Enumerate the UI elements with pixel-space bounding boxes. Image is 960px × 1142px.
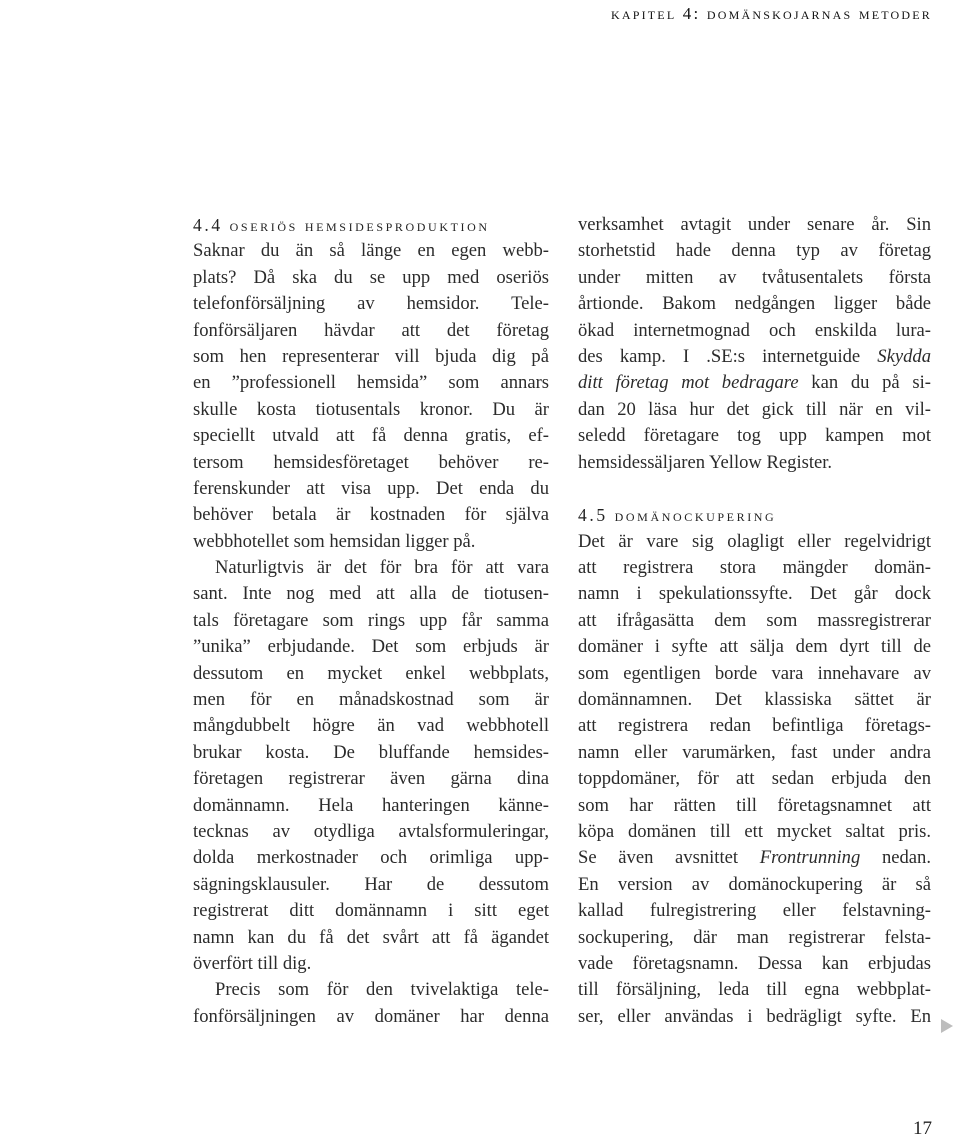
text-line: seledd företagare tog upp kampen mot bbox=[578, 425, 931, 447]
text-line: behöver betala är kostnaden för själva bbox=[193, 504, 549, 526]
text-line: Precis som för den tvivelaktiga tele- bbox=[215, 979, 549, 1001]
text-line: Det är vare sig olagligt eller regelvidrigt bbox=[578, 530, 931, 552]
text-line: men för en månadskostnad som är bbox=[193, 689, 549, 711]
text-line: köpa domänen till ett mycket saltat pris. bbox=[578, 820, 931, 842]
text-line: Saknar du än så länge en egen webb- bbox=[193, 240, 549, 262]
text-line: namn i spekulationssyfte. Det går dock bbox=[578, 583, 931, 605]
text-line: tals företagare som rings upp får samma bbox=[193, 609, 549, 631]
guide-title-italic: ditt företag mot bedragare bbox=[578, 372, 799, 394]
text-line: som hen representerar vill bjuda dig på bbox=[193, 345, 549, 367]
text-line: under mitten av tvåtusentalets första bbox=[578, 266, 931, 288]
text-line: vade företagsnamn. Dessa kan erbjudas bbox=[578, 952, 931, 974]
text-line: namn kan du få det svårt att få ägandet bbox=[193, 926, 549, 948]
text-line: skulle kosta tiotusentals kronor. Du är bbox=[193, 398, 549, 420]
text-line: registrerat ditt domännamn i sitt eget bbox=[193, 900, 549, 922]
text-line: kallad fulregistrering eller felstavning- bbox=[578, 900, 931, 922]
paragraph-gap bbox=[578, 476, 931, 502]
text-line bbox=[578, 845, 931, 871]
section-heading-4-5: 4.5 domänockupering bbox=[578, 505, 777, 526]
guide-title-italic: Skydda bbox=[877, 345, 931, 367]
left-column bbox=[193, 212, 549, 1030]
text-line: överfört till dig. bbox=[193, 952, 312, 974]
text-run: kan du på si- bbox=[798, 372, 931, 394]
running-header: kapitel 4: domänskojarnas metoder bbox=[610, 4, 932, 23]
text-line: ökad internetmognad och enskilda lura- bbox=[578, 319, 931, 341]
text-line: som har rätten till företagsnamnet att bbox=[578, 794, 931, 816]
text-line: tersom hemsidesföretaget behöver re- bbox=[193, 451, 549, 473]
text-line: sägningsklausuler. Har de dessutom bbox=[193, 873, 549, 895]
text-line: domännamnen. Det klassiska sättet är bbox=[578, 689, 931, 711]
text-line: telefonförsäljning av hemsidor. Tele- bbox=[193, 293, 549, 315]
text-line: mångdubbelt högre än vad webbhotell bbox=[193, 715, 549, 737]
text-line: brukar kosta. De bluffande hemsides- bbox=[193, 741, 549, 763]
text-line: hemsidessäljaren Yellow Register. bbox=[578, 451, 833, 473]
text-line: webbhotellet som hemsidan ligger på. bbox=[193, 530, 476, 552]
text-line: att registrera redan befintliga företags- bbox=[578, 715, 931, 737]
section-heading-4-4: 4.4 oseriös hemsidesproduktion bbox=[193, 215, 490, 235]
page-number: 17 bbox=[913, 1118, 932, 1139]
text-line: årtionde. Bakom nedgången ligger både bbox=[578, 293, 931, 315]
text-line: speciellt utvald att få denna gratis, ef- bbox=[193, 425, 549, 447]
text-line: fonförsäljningen av domäner har denna bbox=[193, 1005, 549, 1027]
text-line: ”unika” erbjudande. Det som erbjuds är bbox=[193, 636, 549, 658]
text-line: dessutom en mycket enkel webbplats, bbox=[193, 662, 549, 684]
section-reference-italic: Frontrunning bbox=[759, 847, 861, 869]
text-line: En version av domänockupering är så bbox=[578, 873, 931, 895]
text-line: sockupering, där man registrerar felsta- bbox=[578, 926, 931, 948]
text-line: toppdomäner, för att sedan erbjuda den bbox=[578, 768, 931, 790]
text-line: företagen registrerar även gärna dina bbox=[193, 768, 549, 790]
text-line: en ”professionell hemsida” som annars bbox=[193, 372, 549, 394]
text-line: tecknas av otydliga avtalsformuleringar, bbox=[193, 820, 549, 842]
text-line: verksamhet avtagit under senare år. Sin bbox=[578, 214, 931, 235]
text-run: nedan. bbox=[860, 847, 931, 869]
text-line: till försäljning, leda till egna webbplat- bbox=[578, 979, 931, 1001]
continue-arrow-icon bbox=[941, 1019, 953, 1033]
text-line: plats? Då ska du se upp med oseriös bbox=[193, 266, 549, 288]
text-line: dolda merkostnader och orimliga upp- bbox=[193, 847, 549, 869]
text-run: Se även avsnittet bbox=[578, 847, 760, 869]
text-line bbox=[578, 344, 931, 370]
text-line: domäner i syfte att sälja dem dyrt till de bbox=[578, 636, 931, 658]
text-line: domännamn. Hela hanteringen känne- bbox=[193, 794, 549, 816]
text-line: fonförsäljaren hävdar att det företag bbox=[193, 319, 549, 341]
text-line: att registrera stora mängder domän- bbox=[578, 557, 931, 579]
text-line: att ifrågasätta dem som massregistrerar bbox=[578, 609, 931, 631]
text-line: Naturligtvis är det för bra för att vara bbox=[215, 557, 549, 579]
text-line: ferenskunder att visa upp. Det enda du bbox=[193, 477, 549, 499]
text-line: sant. Inte nog med att alla de tiotusen- bbox=[193, 583, 549, 605]
text-line: namn eller varumärken, fast under andra bbox=[578, 741, 931, 763]
text-line: dan 20 läsa hur det gick till när en vil- bbox=[578, 398, 931, 420]
text-run: des kamp. I .SE:s internetguide bbox=[578, 345, 878, 367]
text-line bbox=[578, 370, 931, 396]
text-line: ser, eller användas i bedrägligt syfte. En bbox=[578, 1005, 931, 1027]
right-column bbox=[578, 212, 931, 1030]
text-line: storhetstid hade denna typ av företag bbox=[578, 240, 931, 262]
text-line: som egentligen borde vara innehavare av bbox=[578, 662, 931, 684]
